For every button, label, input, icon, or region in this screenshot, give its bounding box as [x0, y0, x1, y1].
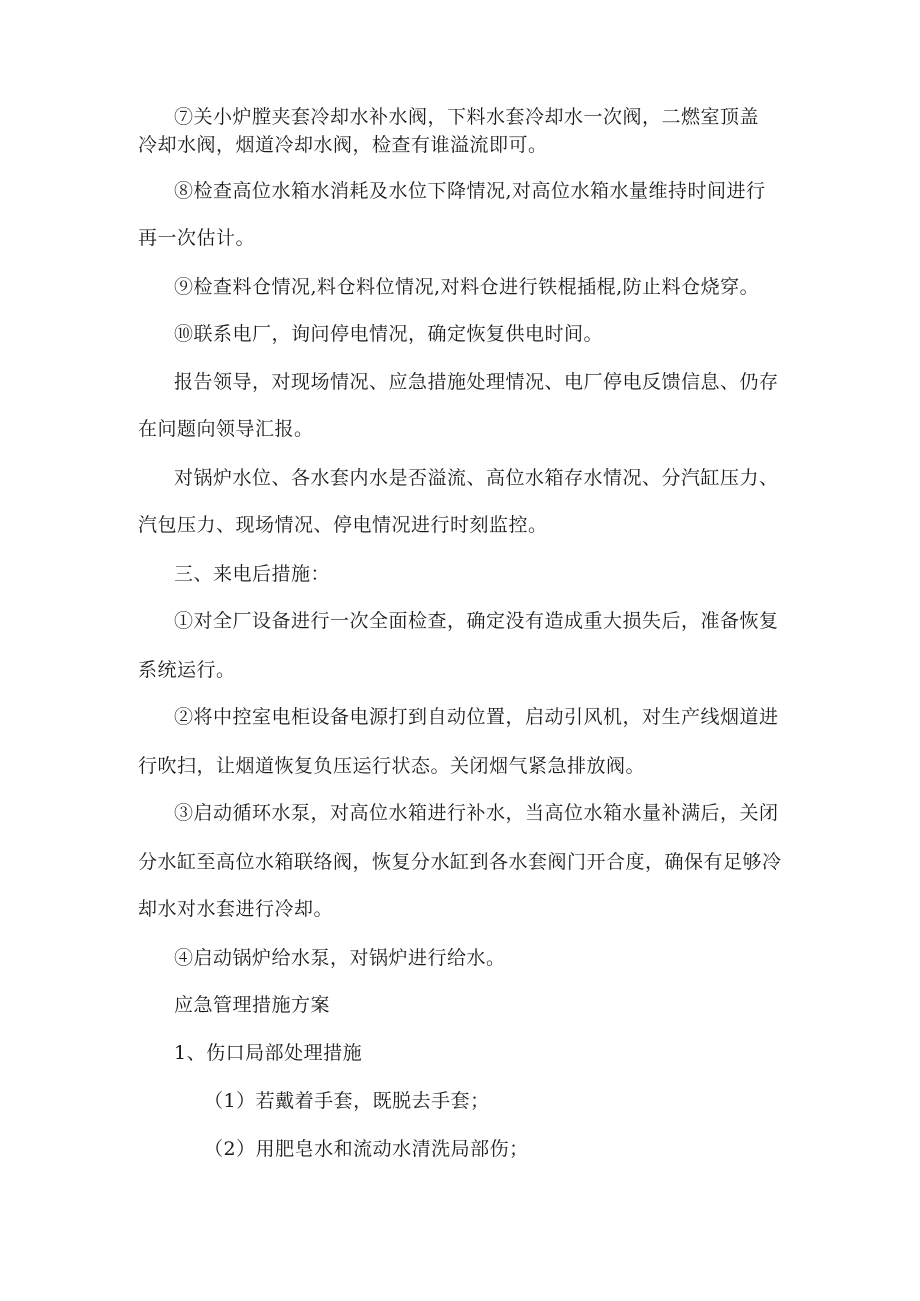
- paragraph-line: （1）若戴着手套，既脱去手套；: [204, 1090, 490, 1112]
- paragraph-line: 在问题向领导汇报。: [138, 418, 314, 440]
- paragraph-line: 对锅炉水位、各水套内水是否溢流、高位水箱存水情况、分汽缸压力、: [174, 467, 779, 489]
- heading-line: 三、来电后措施：: [174, 563, 331, 585]
- heading-line: 应急管理措施方案: [174, 994, 331, 1016]
- paragraph-line: 行吹扫，让烟道恢复负压运行状态。关闭烟气紧急排放阀。: [138, 755, 646, 777]
- paragraph-line: ②将中控室电柜设备电源打到自动位置，启动引风机，对生产线烟道进: [174, 706, 779, 728]
- paragraph-line: ⑦关小炉膛夹套冷却水补水阀，下料水套冷却水一次阀，二燃室顶盖: [174, 106, 760, 128]
- paragraph-line: ③启动循环水泵，对高位水箱进行补水，当高位水箱水量补满后，关闭: [174, 802, 779, 824]
- paragraph-line: ①对全厂设备进行一次全面检查，确定没有造成重大损失后，准备恢复: [174, 610, 779, 632]
- heading-line: 1、伤口局部处理措施: [174, 1042, 363, 1064]
- paragraph-line: 分水缸至高位水箱联络阀，恢复分水缸到各水套阀门开合度，确保有足够冷: [138, 851, 782, 873]
- paragraph-line: 冷却水阀，烟道冷却水阀，检查有谁溢流即可。: [138, 134, 548, 156]
- paragraph-line: 再一次估计。: [138, 227, 256, 249]
- paragraph-line: ⑧检查高位水箱水消耗及水位下降情况,对高位水箱水量维持时间进行: [174, 180, 766, 202]
- paragraph-line: 报告领导，对现场情况、应急措施处理情况、电厂停电反馈信息、仍存: [174, 371, 779, 393]
- paragraph-line: ⑨检查料仓情况,料仓料位情况,对料仓进行铁棍插棍,防止料仓烧穿。: [174, 276, 760, 298]
- paragraph-line: 系统运行。: [138, 659, 236, 681]
- paragraph-line: ⑩联系电厂，询问停电情况，确定恢复供电时间。: [174, 323, 604, 345]
- paragraph-line: 汽包压力、现场情况、停电情况进行时刻监控。: [138, 514, 548, 536]
- paragraph-line: ④启动锅炉给水泵，对锅炉进行给水。: [174, 947, 506, 969]
- paragraph-line: （2）用肥皂水和流动水清洗局部伤；: [204, 1138, 529, 1160]
- paragraph-line: 却水对水套进行冷却。: [138, 898, 334, 920]
